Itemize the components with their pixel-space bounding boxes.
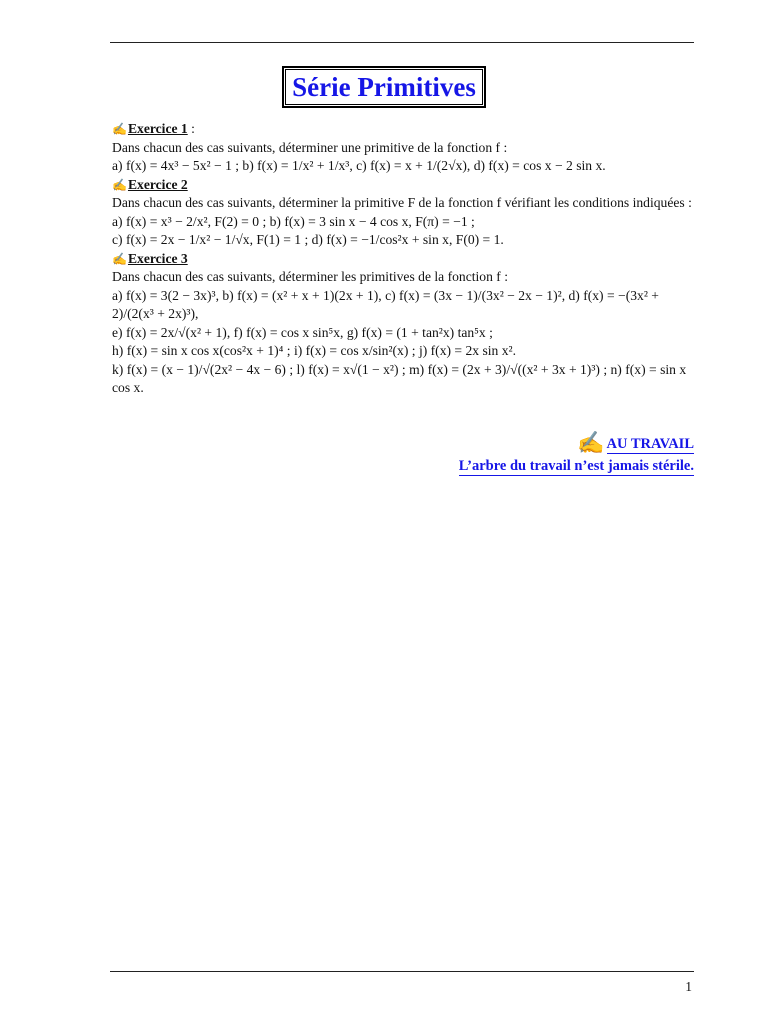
exercise-1-line-1: a) f(x) = 4x³ − 5x² − 1 ; b) f(x) = 1/x² + 1/x³, c) f(x) = x + 1/(2√x), d) f(x) = cos x − 2 sin x. <box>112 158 606 173</box>
exercise-2-instruction: Dans chacun des cas suivants, déterminer la primitive F de la fonction f vérifiant les conditions indiquées : <box>112 195 692 210</box>
title-box <box>282 66 486 108</box>
exercise-1-title-suffix: : <box>187 121 195 136</box>
exercise-3-title: Exercice 3 <box>127 250 188 266</box>
exercise-2-line-1: a) f(x) = x³ − 2/x², F(2) = 0 ; b) f(x) = 3 sin x − 4 cos x, F(π) = −1 ; <box>112 213 475 229</box>
page-title: Série Primitives <box>285 69 483 105</box>
page-number: 1 <box>685 979 692 994</box>
exercise-3-line-2: e) f(x) = 2x/√(x² + 1), f) f(x) = cos x sin⁵x, g) f(x) = (1 + tan²x) tan⁵x ; <box>112 324 493 340</box>
pen-icon: ✍ <box>112 251 127 266</box>
exercise-1-title: Exercice 1 <box>127 121 188 136</box>
pen-icon: ✍ <box>112 177 127 192</box>
exercise-3-heading <box>112 250 696 269</box>
exercise-2-title: Exercice 2 <box>127 176 188 192</box>
pen-icon: ✍ <box>112 122 127 136</box>
exercise-1-heading <box>112 120 696 139</box>
exercise-3-line-1: a) f(x) = 3(2 − 3x)³, b) f(x) = (x² + x + 1)(2x + 1), c) f(x) = (3x − 1)/(3x² − 2x − 1)², d) f(x) = −(3x² + 2)/(2(x³ + 2x)³), <box>112 287 659 321</box>
header-rule <box>110 42 694 43</box>
footer-rule <box>110 971 694 972</box>
exercise-3-instruction: Dans chacun des cas suivants, déterminer les primitives de la fonction f : <box>112 269 508 284</box>
exercise-2-line-2: c) f(x) = 2x − 1/x² − 1/√x, F(1) = 1 ; d) f(x) = −1/cos²x + sin x, F(0) = 1. <box>112 232 504 247</box>
closing-call: AU TRAVAIL <box>606 436 694 452</box>
exercise-3-line-3: h) f(x) = sin x cos x(cos²x + 1)⁴ ; i) f(x) = cos x/sin²(x) ; j) f(x) = 2x sin x². <box>112 343 517 358</box>
exercise-2-heading <box>112 176 696 195</box>
pen-icon: ✍ <box>577 430 605 455</box>
exercise-3-line-4: k) f(x) = (x − 1)/√(2x² − 4x − 6) ; l) f(x) = x√(1 − x²) ; m) f(x) = (2x + 3)/√((x² + 3x + 1)³) ; n) f(x) = sin x cos x. <box>112 361 687 395</box>
closing-block <box>459 432 694 477</box>
exercise-1-instruction: Dans chacun des cas suivants, déterminer une primitive de la fonction f : <box>112 139 508 155</box>
closing-motto: L’arbre du travail n’est jamais stérile. <box>458 458 694 474</box>
exercise-content <box>112 120 696 398</box>
